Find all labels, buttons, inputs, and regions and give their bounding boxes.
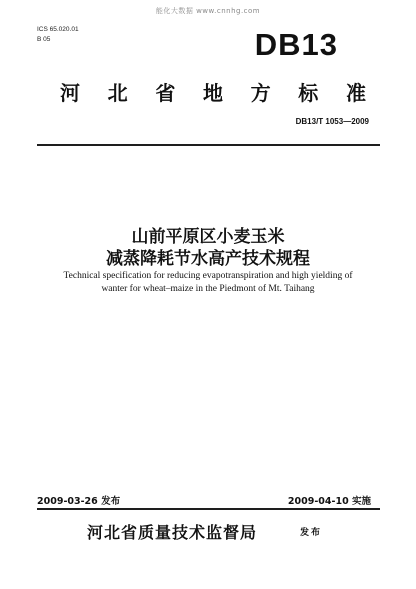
chinese-title-line-1: 山前平原区小麦玉米 — [131, 227, 285, 247]
standard-type-title — [60, 77, 366, 106]
top-divider — [37, 144, 380, 146]
standard-type-char: 准 — [345, 81, 366, 105]
bottom-divider — [37, 508, 380, 510]
classification-block — [37, 25, 79, 45]
watermark-text: 能化大数据 www.cnnhg.com — [155, 7, 261, 15]
standard-type-char: 北 — [107, 81, 128, 105]
english-title-line-2: wanter for wheat–maize in the Piedmont of Mt. Taihang — [101, 284, 315, 294]
issue-date: 2009-03-26 发布 — [37, 496, 121, 507]
standard-type-char: 省 — [155, 81, 176, 105]
ccs-code: B 05 — [37, 36, 51, 43]
implementation-date: 2009-04-10 实施 — [287, 496, 371, 507]
ics-code: ICS 65.020.01 — [37, 26, 79, 33]
standard-code: DB13/T 1053—2009 — [295, 117, 369, 126]
standard-type-char: 方 — [250, 81, 271, 105]
issuer-suffix: 发布 — [300, 528, 323, 538]
standard-logo: DB13 — [254, 27, 338, 62]
standard-type-char: 地 — [202, 81, 223, 105]
chinese-title-line-2: 减蒸降耗节水高产技术规程 — [106, 249, 310, 269]
english-title-line-1: Technical specification for reducing evapotranspiration and high yielding of — [63, 271, 353, 281]
standard-type-char: 河 — [60, 81, 80, 105]
issuer-name: 河北省质量技术监督局 — [87, 523, 258, 542]
standard-type-char: 标 — [298, 81, 319, 105]
